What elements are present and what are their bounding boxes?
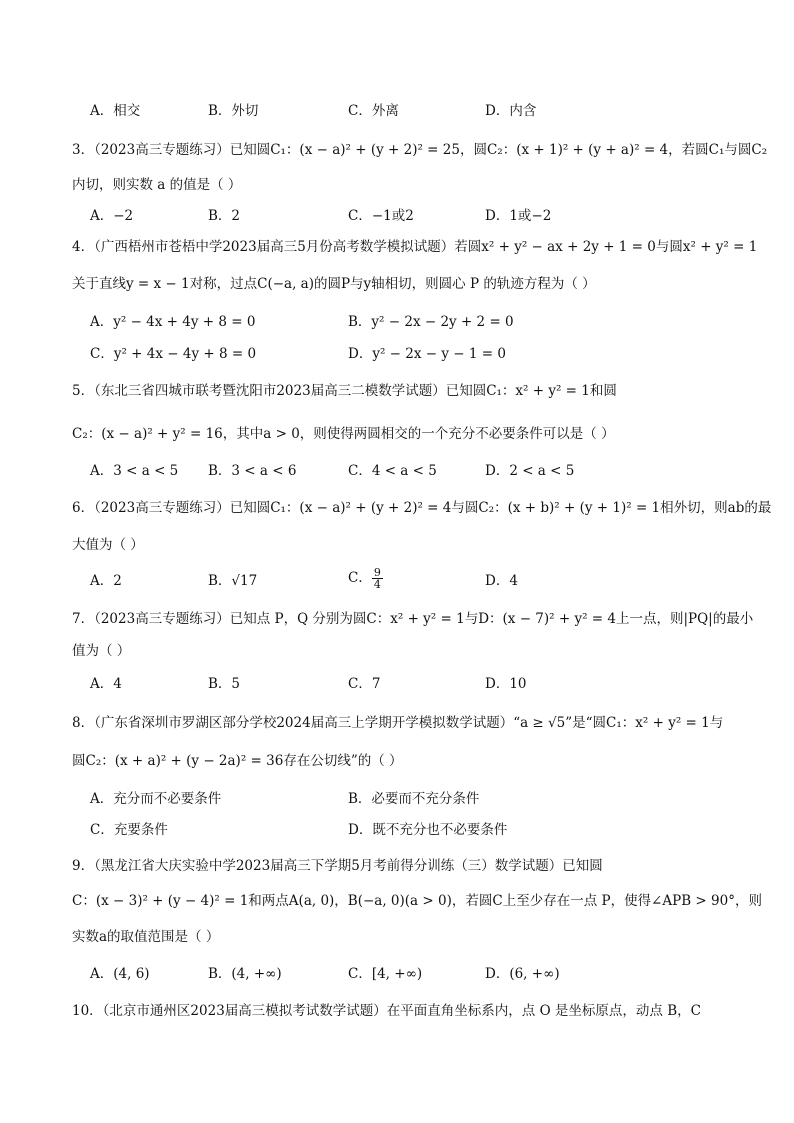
q8-option-a: A．充分而不必要条件	[90, 791, 222, 807]
q9-option-d: D．(6, +∞)	[485, 966, 560, 982]
q8-stem-line2: 圆C₂：(x + a)² + (y − 2a)² = 36存在公切线”的（ ）	[72, 753, 403, 769]
q9-option-a: A．(4, 6)	[90, 966, 150, 982]
q3-options	[90, 206, 780, 226]
q9-option-b: B．(4, +∞)	[208, 966, 282, 982]
q8-option-b: B．必要而不充分条件	[348, 791, 480, 807]
q8-option-d: D．既不充分也不必要条件	[348, 822, 508, 838]
q2-option-a: A．相交	[90, 103, 141, 119]
q4-options-row2	[90, 344, 780, 364]
fraction-denominator: 4	[373, 578, 381, 591]
q7-option-b: B．5	[208, 676, 241, 692]
q3-option-b: B．2	[208, 208, 241, 224]
q5-stem-line1: 5．（东北三省四城市联考暨沈阳市2023届高三二模数学试题）已知圆C₁：x² + y² = 1和圆	[72, 383, 617, 399]
q8-options-row2	[90, 820, 780, 840]
q6-option-b: B．√17	[208, 573, 258, 589]
q4-option-d: D．y² − 2x − y − 1 = 0	[348, 346, 506, 362]
q6-option-d: D．4	[485, 573, 518, 589]
q5-stem-line2: C₂：(x − a)² + y² = 16，其中a > 0，则使得两圆相交的一个充分不必要条件可以是（ ）	[72, 426, 615, 442]
q9-options	[90, 964, 780, 984]
q3-option-d: D．1或−2	[485, 208, 552, 224]
q7-option-d: D．10	[485, 676, 527, 692]
q8-stem-line1: 8．（广东省深圳市罗湖区部分学校2024届高三上学期开学模拟数学试题）“a ≥ √5”是“圆C₁：x² + y² = 1与	[72, 715, 724, 731]
q9-stem-line1: 9．（黑龙江省大庆实验中学2023届高三下学期5月考前得分训练（三）数学试题）已知圆	[72, 858, 603, 874]
q2-option-d: D．内含	[485, 103, 537, 119]
q9-stem-line2: C：(x − 3)² + (y − 4)² = 1和两点A(a, 0)，B(−a, 0)(a > 0)，若圆C上至少存在一点 P，使得∠APB > 90°，则	[72, 893, 762, 909]
q6-option-c	[348, 567, 383, 590]
q5-option-d: D．2 < a < 5	[485, 463, 575, 479]
q6-options	[90, 566, 780, 597]
q7-stem-line2: 值为（ ）	[72, 643, 131, 659]
q4-option-a: A．y² − 4x + 4y + 8 = 0	[90, 314, 256, 330]
q8-option-c: C．充要条件	[90, 822, 168, 838]
q9-option-c: C．[4, +∞)	[348, 966, 423, 982]
q5-option-b: B．3 < a < 6	[208, 463, 297, 479]
q6-option-c-label: C．	[348, 570, 372, 586]
q3-option-c: C．−1或2	[348, 208, 414, 224]
q4-option-c: C．y² + 4x − 4y + 8 = 0	[90, 346, 257, 362]
q4-stem-line1: 4．（广西梧州市苍梧中学2023届高三5月份高考数学模拟试题）若圆x² + y² − ax + 2y + 1 = 0与圆x² + y² = 1	[72, 239, 758, 255]
q4-options-row1	[90, 312, 780, 332]
q6-option-a: A．2	[90, 573, 122, 589]
q7-option-a: A．4	[90, 676, 122, 692]
q7-stem-line1: 7．（2023高三专题练习）已知点 P，Q 分别为圆C：x² + y² = 1与D：(x − 7)² + y² = 4上一点，则|PQ|的最小	[72, 611, 754, 627]
q3-option-a: A．−2	[90, 208, 134, 224]
q10-stem-line1: 10．（北京市通州区2023届高三模拟考试数学试题）在平面直角坐标系内，点 O 是坐标原点，动点 B，C	[72, 1003, 701, 1019]
q2-option-b: B．外切	[208, 103, 259, 119]
q6-stem-line1: 6．（2023高三专题练习）已知圆C₁：(x − a)² + (y + 2)² = 4与圆C₂：(x + b)² + (y + 1)² = 1相外切，则ab的最	[72, 500, 772, 516]
q7-option-c: C．7	[348, 676, 381, 692]
q3-stem-line1: 3．（2023高三专题练习）已知圆C₁：(x − a)² + (y + 2)² = 25，圆C₂：(x + 1)² + (y + a)² = 4，若圆C₁与圆C₂	[72, 142, 768, 158]
q5-options	[90, 461, 780, 481]
q4-stem-line2: 关于直线y = x − 1对称，过点C(−a, a)的圆P与y轴相切，则圆心 P 的轨迹方程为（ ）	[72, 276, 596, 292]
fraction-numerator: 9	[373, 566, 381, 579]
q4-option-b: B．y² − 2x − 2y + 2 = 0	[348, 314, 514, 330]
q7-options	[90, 674, 780, 694]
q2-option-c: C．外离	[348, 103, 399, 119]
q9-stem-line3: 实数a的取值范围是（ ）	[72, 929, 220, 945]
q5-option-a: A．3 < a < 5	[90, 463, 179, 479]
q2-options	[90, 101, 780, 121]
q3-stem-line2: 内切，则实数 a 的值是（ ）	[72, 177, 242, 193]
q5-option-c: C．4 < a < 5	[348, 463, 437, 479]
q8-options-row1	[90, 789, 780, 809]
q6-stem-line2: 大值为（ ）	[72, 537, 144, 553]
q6-option-c-fraction	[372, 567, 383, 590]
